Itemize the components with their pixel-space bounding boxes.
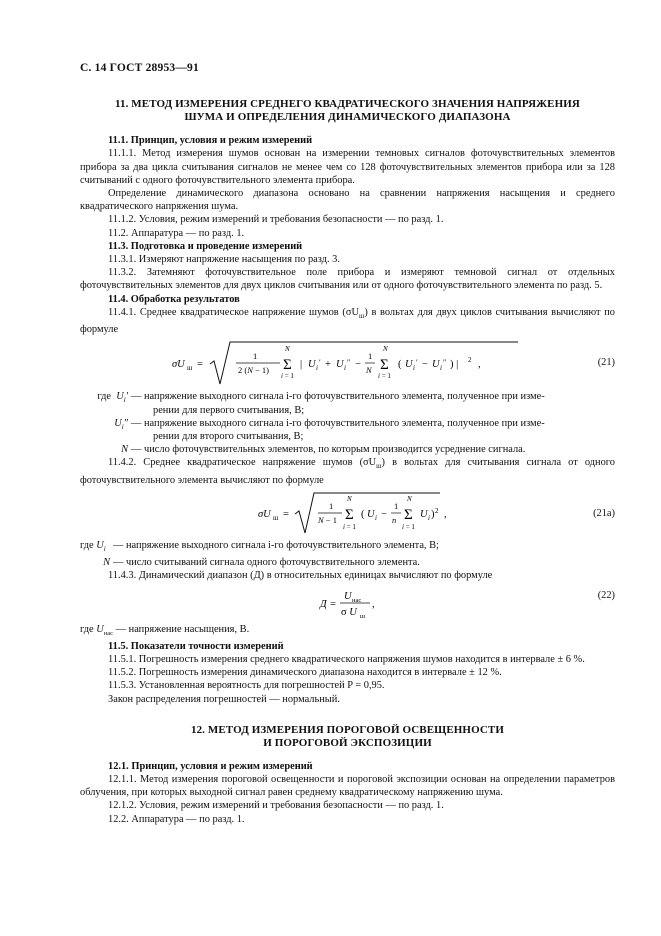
definitions-21a [80, 539, 615, 569]
definition-ui1 [80, 390, 615, 416]
svg-text:′: ′ [319, 358, 321, 368]
svg-text:N − 1: N − 1 [318, 514, 337, 525]
formula-22-number: (22) [597, 589, 615, 601]
svg-text:2: 2 [468, 356, 472, 365]
svg-text:ш: ш [273, 513, 279, 522]
definitions-21 [80, 390, 615, 456]
definition-n-reads [80, 556, 615, 569]
svg-text:=: = [330, 598, 336, 610]
svg-text:U: U [344, 590, 352, 602]
section-12-title-line2: И ПОРОГОВОЙ ЭКСПОЗИЦИИ [263, 736, 432, 749]
svg-text:U: U [432, 359, 440, 371]
svg-text:−: − [422, 359, 428, 371]
formula-21-graphic [80, 338, 520, 388]
para-11-5-3: 11.5.3. Установленная вероятность для погрешностей P = 0,95. [108, 680, 385, 692]
svg-text:i = 1: i = 1 [378, 372, 391, 381]
svg-text:1: 1 [329, 500, 334, 511]
para-11-5-2: 11.5.2. Погрешность измерения динамического диапазона находится в интервале ± 12 %. [108, 667, 502, 679]
svg-text:′: ′ [416, 358, 418, 368]
svg-text:σ U: σ U [341, 606, 357, 618]
svg-text:n: n [392, 514, 397, 525]
para-11-1-1: 11.1.1. Метод измерения шумов основан на измерении темновых сигналов фоточувствительных элементов прибора за два цикла считывания сигналов не менее чем со 128 фоточувствительных элементов прибора или за 128 считываний с одного фоточувствительного элемента прибора. [80, 148, 615, 186]
svg-text:2 (N − 1): 2 (N − 1) [238, 365, 270, 376]
section-12-title [80, 724, 615, 750]
svg-text:N: N [285, 345, 290, 354]
definition-n [80, 443, 615, 456]
para-dynamic-range: Определение динамического диапазона основано на сравнении напряжения насыщения и среднего квадратического напряжения шума. [80, 188, 615, 213]
section-12-title-line1: 12. МЕТОД ИЗМЕРЕНИЯ ПОРОГОВОЙ ОСВЕЩЕННОСТИ [190, 723, 505, 736]
svg-text:2: 2 [435, 506, 439, 515]
para-11-4-2: 11.4.2. Среднее квадратическое напряжение шумов $(\sigma U_ш)$ в вольтах для считывания сигнала от одного фоточувствительного элемента вычисляют по формуле [80, 457, 616, 486]
svg-text:Д: Д [320, 598, 327, 610]
para-11-2: 11.2. Аппаратура — по разд. 1. [108, 227, 245, 239]
svg-text:i = 1: i = 1 [281, 372, 294, 381]
para-11-3-1: 11.3.1. Измеряют напряжение насыщения по разд. 3. [108, 254, 340, 266]
svg-text:) |: ) | [450, 359, 459, 371]
svg-text:|: | [300, 359, 303, 371]
definition-ui2-text: — напряжение выходного сигнала i-го фоточувствительного элемента, полученное при изме- [131, 417, 545, 429]
svg-text:σU: σU [172, 359, 185, 371]
definition-n-text: — число фоточувствительных элементов, по которым производится усреднение сигнала. [131, 444, 526, 456]
para-11-5-1: 11.5.1. Погрешность измерения среднего квадратического напряжения шумов находится в интервале ± 6 %. [108, 654, 585, 665]
formula-21-number: (21) [597, 357, 615, 369]
svg-text:1: 1 [368, 351, 373, 362]
svg-text:(: ( [398, 359, 402, 371]
svg-text:U: U [405, 359, 413, 371]
svg-text:ш: ш [187, 364, 193, 373]
definition-unas-symbol: где $U_{нас}$ [80, 623, 114, 637]
svg-text:i: i [375, 513, 377, 522]
svg-text:U: U [367, 508, 375, 520]
definition-ui-symbol: где $U_i$ [80, 539, 106, 553]
definition-ui-text: — напряжение выходного сигнала i-го фоточувствительного элемента, В; [113, 539, 439, 551]
section-11-title-line1: 11. МЕТОД ИЗМЕРЕНИЯ СРЕДНЕГО КВАДРАТИЧЕСКОГО ЗНАЧЕНИЯ НАПРЯЖЕНИЯ [115, 98, 580, 111]
definition-ui1-cont: рении для первого считывания, В; [153, 404, 305, 416]
svg-text:i: i [316, 364, 318, 373]
svg-text:,: , [372, 598, 375, 610]
formula-21 [80, 338, 615, 388]
svg-text:(: ( [361, 508, 365, 520]
definition-ui2 [80, 417, 615, 443]
svg-text:=: = [197, 359, 203, 371]
definition-ui1-symbol: где $U_i'$ [97, 391, 128, 405]
definition-unas-text: — напряжение насыщения, В. [115, 623, 250, 635]
svg-text:,: , [478, 359, 481, 371]
para-12-1-1: 12.1.1. Метод измерения пороговой освещенности и пороговой экспозиции основан на определении параметров облучения, при которых выходной сигнал равен среднему квадратическому напряжению шума. [80, 774, 615, 799]
svg-text:−: − [381, 508, 387, 520]
definition-ui2-symbol: $U_i''$ [114, 417, 128, 431]
definition-n-reads-text: — число считываний сигнала одного фоточувствительного элемента. [113, 557, 420, 569]
para-11-1-2: 11.1.2. Условия, режим измерений и требования безопасности — по разд. 1. [108, 214, 444, 226]
para-12-1-2: 12.1.2. Условия, режим измерений и требования безопасности — по разд. 1. [108, 800, 444, 812]
page-header: С. 14 ГОСТ 28953—91 [80, 62, 199, 74]
svg-text:i: i [344, 364, 346, 373]
para-law: Закон распределения погрешностей — нормальный. [108, 693, 340, 705]
svg-text:U: U [336, 359, 344, 371]
svg-text:ш: ш [360, 612, 366, 620]
svg-text:1: 1 [394, 500, 399, 511]
svg-text:1: 1 [253, 351, 258, 362]
svg-text:+: + [325, 359, 331, 371]
definition-n-symbol: N [121, 444, 128, 456]
svg-text:Σ: Σ [380, 357, 389, 374]
definition-ui2-cont: рении для второго считывания, В; [153, 430, 304, 442]
svg-text:N: N [383, 345, 388, 354]
svg-text:N: N [347, 494, 352, 503]
definition-n-reads-symbol: N [103, 557, 110, 569]
svg-text:″: ″ [347, 358, 351, 368]
section-11-title-line2: ШУМА И ОПРЕДЕЛЕНИЯ ДИНАМИЧЕСКОГО ДИАПАЗОНА [184, 111, 511, 124]
svg-text:): ) [431, 508, 435, 520]
heading-11-4: 11.4. Обработка результатов [108, 293, 240, 305]
formula-21a-graphic [80, 489, 520, 537]
svg-text:Σ: Σ [345, 506, 354, 523]
svg-text:Σ: Σ [283, 357, 292, 374]
svg-text:i: i [413, 364, 415, 373]
heading-11-3: 11.3. Подготовка и проведение измерений [108, 240, 303, 252]
para-11-4-1: 11.4.1. Среднее квадратическое напряжение шумов $(\sigma U_ш)$ в вольтах для двух циклов считывания вычисляют по формуле [80, 306, 615, 336]
definition-ui1-text: — напряжение выходного сигнала i-го фоточувствительного элемента, полученное при изме- [131, 391, 545, 403]
svg-text:i: i [428, 513, 430, 522]
definition-ui [80, 539, 615, 556]
svg-text:σU: σU [258, 508, 271, 520]
svg-text:U: U [308, 359, 316, 371]
formula-21a [80, 489, 615, 537]
svg-text:нас: нас [352, 596, 362, 604]
definition-unas [80, 623, 615, 640]
svg-text:i: i [440, 364, 442, 373]
svg-text:−: − [355, 359, 361, 371]
svg-text:Σ: Σ [404, 506, 413, 523]
heading-12-1: 12.1. Принцип, условия и режим измерений [108, 760, 313, 772]
formula-22 [80, 583, 615, 623]
svg-text:i = 1: i = 1 [402, 522, 415, 531]
svg-text:i = 1: i = 1 [343, 522, 356, 531]
para-12-2: 12.2. Аппаратура — по разд. 1. [108, 813, 245, 825]
svg-text:N: N [366, 365, 372, 376]
heading-11-1: 11.1. Принцип, условия и режим измерений [108, 135, 313, 147]
para-11-4-3: 11.4.3. Динамический диапазон (Д) в относительных единицах вычисляют по формуле [108, 570, 493, 582]
svg-text:U: U [420, 508, 428, 520]
formula-21a-number: (21а) [593, 507, 615, 519]
heading-11-5: 11.5. Показатели точности измерений [108, 640, 284, 652]
svg-text:N: N [407, 494, 412, 503]
svg-text:=: = [283, 508, 289, 520]
para-11-3-2: 11.3.2. Затемняют фоточувствительное поле прибора и измеряют темновой сигнал от отдельных фоточувствительных элементов для двух циклов считывания или от одного фоточувствительного элемента по разд. 5. [80, 267, 615, 292]
formula-22-graphic [80, 583, 520, 623]
svg-text:,: , [444, 508, 447, 520]
svg-text:″: ″ [443, 358, 447, 368]
section-11-title [80, 98, 615, 124]
